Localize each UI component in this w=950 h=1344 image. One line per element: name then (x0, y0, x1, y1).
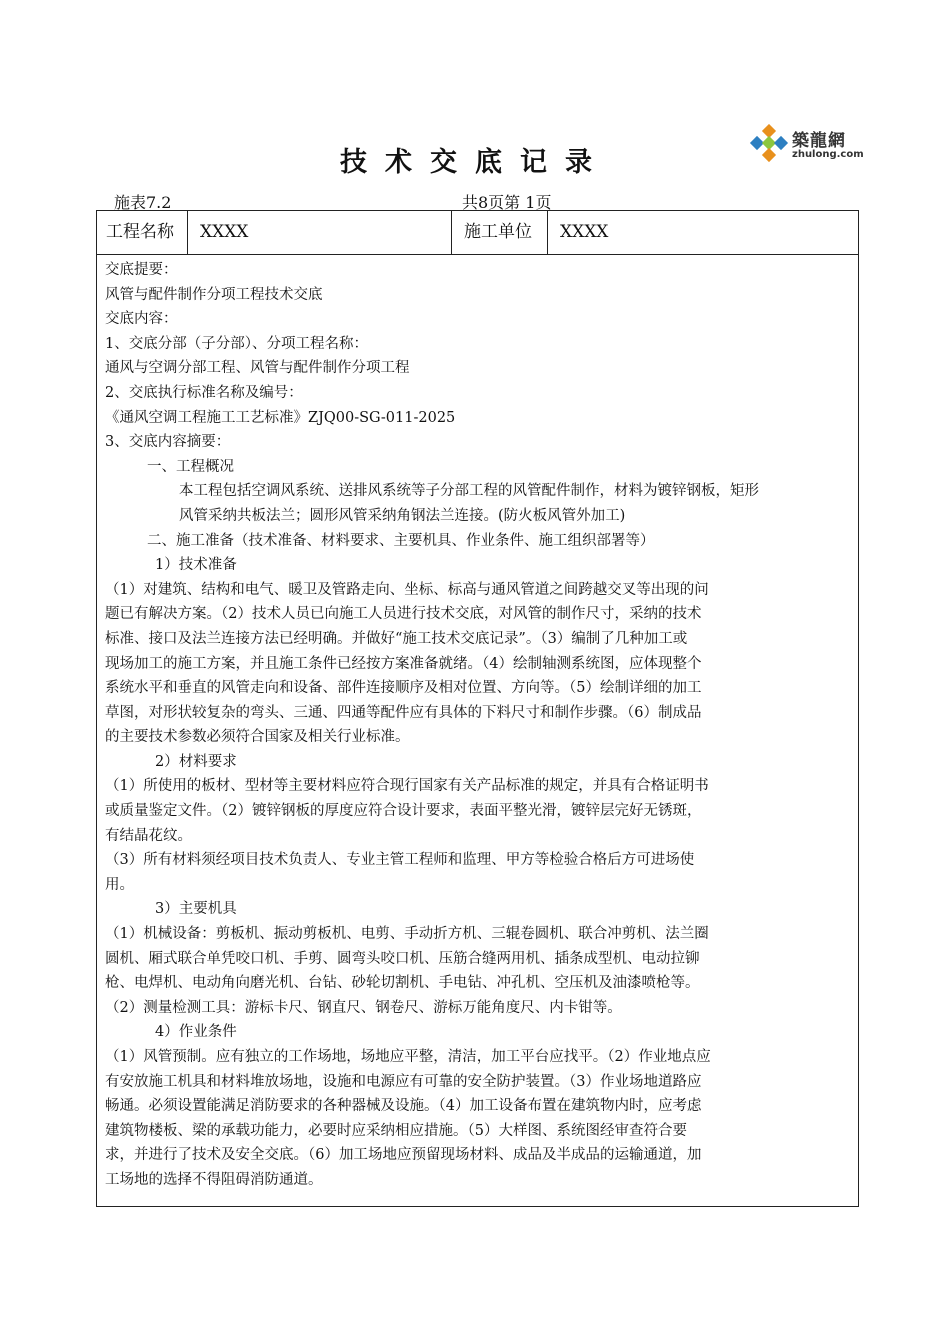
content-line: （3）所有材料须经项目技术负责人、专业主管工程师和监理、甲方等检验合格后方可进场使 (105, 852, 695, 869)
content-line: 本工程包括空调风系统、送排风系统等子分部工程的风管配件制作，材料为镀锌钢板，矩形 (179, 483, 759, 500)
content-line: 有结晶花纹。 (105, 827, 192, 844)
content-line: 题已有解决方案。（2）技术人员已向施工人员进行技术交底，对风管的制作尺寸，采纳的技术 (105, 606, 702, 623)
content-line: 3、交底内容摘要： (105, 434, 231, 451)
content-line: 求，并进行了技术及安全交底。（6）加工场地应预留现场材料、成品及半成品的运输通道，加 (105, 1147, 702, 1164)
content-line: 风管采纳共板法兰；圆形风管采纳角钢法兰连接。(防火板风管外加工) (179, 507, 626, 524)
logo-english-text: zhulong.com (792, 149, 864, 160)
logo-chinese-text: 築龍網 (792, 131, 846, 151)
content-line: （1）机械设备：剪板机、振动剪板机、电剪、手动折方机、三辊卷圆机、联合冲剪机、法兰圈 (105, 926, 709, 943)
content-line: 畅通。必须设置能满足消防要求的各种器械及设施。（4）加工设备布置在建筑物内时，应考虑 (105, 1098, 702, 1115)
content-line: （1）对建筑、结构和电气、暖卫及管路走向、坐标、标高与通风管道之间跨越交叉等出现的问 (105, 581, 709, 598)
content-line: 圆机、厢式联合单凭咬口机、手剪、圆弯头咬口机、压筋合缝两用机、插条成型机、电动拉铆 (105, 950, 700, 967)
content-line: 工场地的选择不得阻碍消防通道。 (105, 1171, 323, 1188)
content-line: 交底提要： (105, 262, 178, 278)
content-line: 用。 (105, 876, 134, 893)
subsection-heading: 4）作业条件 (155, 1024, 237, 1041)
content-line: 2、交底执行标准名称及编号： (105, 384, 303, 401)
project-name-value: XXXX (188, 211, 452, 254)
content-line: 枪、电焊机、电动角向磨光机、台钻、砂轮切割机、手电钻、冲孔机、空压机及油漆喷枪等。 (105, 975, 700, 992)
disclosure-content (105, 258, 853, 1193)
content-line: 风管与配件制作分项工程技术交底 (105, 286, 323, 303)
document-title: 技术交底记录 (340, 147, 610, 178)
content-line: 系统水平和垂直的风管走向和设备、部件连接顺序及相对位置、方向等。（5）绘制详细的加工 (105, 680, 702, 697)
subsection-heading: 1）技术准备 (155, 557, 237, 574)
construction-unit-label: 施工单位 (452, 211, 548, 254)
record-table (96, 210, 859, 1207)
construction-unit-value: XXXX (560, 222, 609, 242)
content-line: （1）所使用的板材、型材等主要材料应符合现行国家有关产品标准的规定，并具有合格证明书 (105, 778, 709, 795)
form-number: 施表7.2 (114, 193, 172, 212)
content-line: （1）风管预制。应有独立的工作场地，场地应平整，清洁，加工平台应找平。（2）作业地点应 (105, 1049, 711, 1065)
content-line: 或质量鉴定文件。（2）镀锌钢板的厚度应符合设计要求，表面平整光滑，镀锌层完好无锈斑， (105, 803, 702, 820)
page-info: 共8页第 1页 (462, 193, 552, 212)
subsection-heading: 2）材料要求 (155, 753, 237, 770)
content-line: 通风与空调分部工程、风管与配件制作分项工程 (105, 360, 410, 377)
content-line: 交底内容： (105, 311, 178, 328)
content-line: 现场加工的施工方案，并且施工条件已经按方案准备就绪。（4）绘制轴测系统图，应体现整个 (105, 655, 702, 672)
project-name-label: 工程名称 (97, 211, 188, 254)
content-line: 标准、接口及法兰连接方法已经明确。并做好“施工技术交底记录”。（3）编制了几种加工或 (105, 630, 688, 647)
content-line: 有安放施工机具和材料堆放场地，设施和电源应有可靠的安全防护装置。（3）作业场地道路应 (105, 1073, 702, 1090)
content-line: 草图，对形状较复杂的弯头、三通、四通等配件应有具体的下料尺寸和制作步骤。（6）制成品 (105, 704, 702, 721)
content-line: 的主要技术参数必须符合国家及相关行业标准。 (105, 729, 410, 746)
content-line: 《通风空调工程施工工艺标准》ZJQ00-SG-011-2025 (105, 409, 456, 426)
section-heading: 二、施工准备（技术准备、材料要求、主要机具、作业条件、施工组织部署等） (147, 532, 655, 549)
content-line: （2）测量检测工具：游标卡尺、钢直尺、钢卷尺、游标万能角度尺、内卡钳等。 (105, 999, 622, 1016)
content-line: 建筑物楼板、梁的承载功能力，必要时应采纳相应措施。（5）大样图、系统图经审查符合要 (105, 1122, 687, 1139)
content-line: 1、交底分部（子分部）、分项工程名称： (105, 335, 368, 352)
info-row (97, 211, 858, 255)
section-heading: 一、工程概况 (147, 458, 234, 475)
zhulong-logo (748, 124, 878, 168)
subsection-heading: 3）主要机具 (155, 901, 237, 918)
logo-mark-icon (748, 124, 790, 166)
